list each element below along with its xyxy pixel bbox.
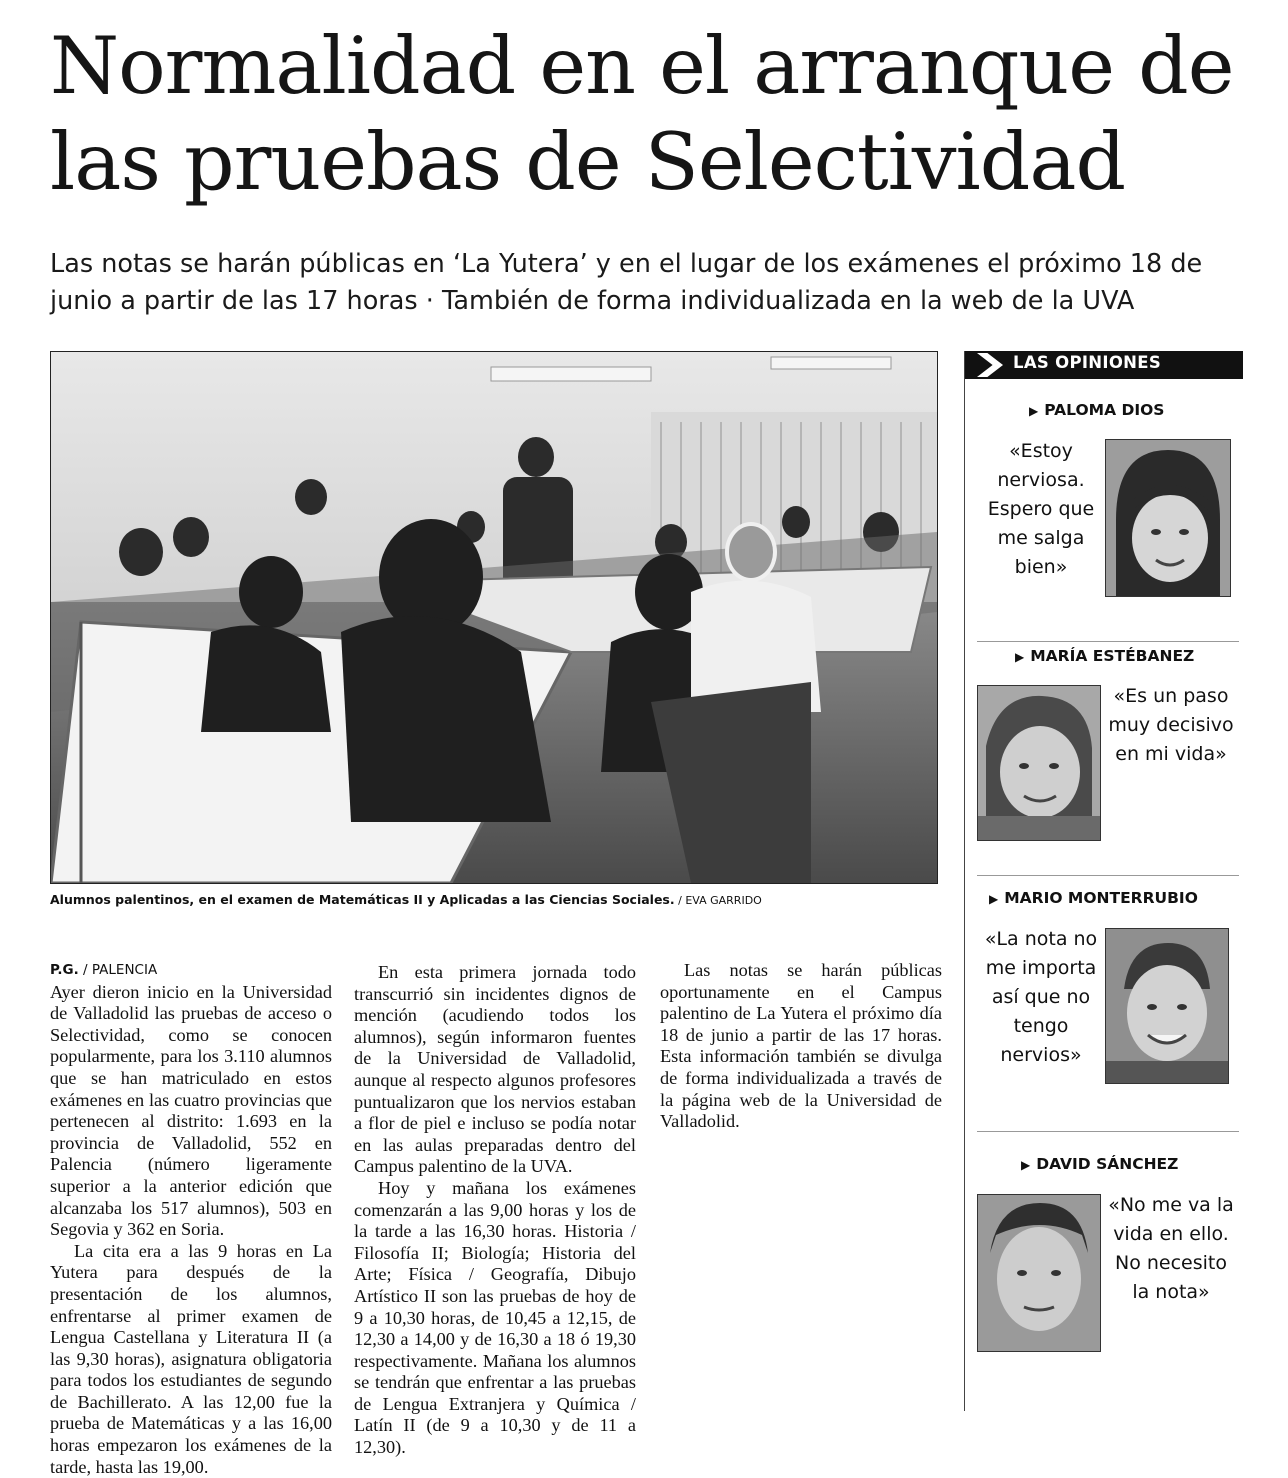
article-column-2 <box>354 962 636 1459</box>
opinion-name-4: ▶ DAVID SÁNCHEZ <box>1021 1155 1179 1173</box>
classroom-photo <box>50 351 938 884</box>
byline-author: P.G. <box>50 962 79 978</box>
opinion-divider <box>977 641 1239 642</box>
opinions-sidebar <box>964 351 1243 1411</box>
play-arrow-icon: ▶ <box>1029 404 1039 418</box>
portrait-david-sanchez <box>977 1194 1101 1352</box>
opinion-name-3: ▶ MARIO MONTERRUBIO <box>989 889 1198 907</box>
sidebar-title: LAS OPINIONES <box>1013 353 1162 372</box>
byline <box>50 960 332 982</box>
portrait-paloma-dios <box>1105 439 1231 597</box>
opinion-divider <box>977 875 1239 876</box>
opinion-name-1: ▶ PALOMA DIOS <box>1029 401 1165 419</box>
chevron-right-icon <box>977 353 1003 377</box>
photo-caption <box>50 892 940 907</box>
play-arrow-icon: ▶ <box>989 892 999 906</box>
opinion-divider <box>977 1131 1239 1132</box>
play-arrow-icon: ▶ <box>1021 1158 1031 1172</box>
portrait-maria-estebanez <box>977 685 1101 841</box>
opinion-quote-2: «Es un paso muy decisivo en mi vida» <box>1108 685 1234 765</box>
article-paragraph-4: Hoy y mañana los exámenes comenzarán a las 9,00 horas y los de la tarde a las 16,30 horas. Historia / Filosofía II; Biología; Historia del Arte; Física / Geografía, Dibujo Artístico II son las pruebas de hoy de 9 a 10,30 horas, de 10,45 a 12,15, de 12,30 a 14,00 y de 16,30 a 18 ó 19,30 respectivamente. Mañana los alumnos se tendrán que enfrentar a las pruebas de Lengua Extranjera y Química / Latín II (de 9 a 10,30 y de 11 a 12,30). <box>354 1177 636 1458</box>
article-column-3 <box>660 960 942 1133</box>
play-arrow-icon: ▶ <box>1015 650 1025 664</box>
opinion-quote-1: «Estoy nerviosa. Espero que me salga bien» <box>987 440 1095 578</box>
opinion-quote-4: «No me va la vida en ello. No necesito la nota» <box>1108 1194 1234 1303</box>
article-paragraph-3: En esta primera jornada todo transcurrió sin incidentes dignos de mención (acudiendo todos los alumnos), según informaron fuentes de la Universidad de Valladolid, aunque al respecto algunos profesores puntualizaron que los nervios estaban a flor de piel e incluso se podía notar en las aulas preparadas dentro del Campus palentino de la UVA. <box>354 962 636 1177</box>
article-paragraph-2: La cita era a las 9 horas en La Yutera para después de la presentación de los alumnos, enfrentarse al primer examen de Lengua Castellana y Literatura II (a las 9,30 horas), asignatura obligatoria para todos los estudiantes de segundo de Bachillerato. A las 12,00 fue la prueba de Matemáticas y a las 16,00 horas empezaron los exámenes de la tarde, hasta las 19,00. <box>50 1240 332 1477</box>
deck-subtitle: Las notas se harán públicas en ‘La Yutera’ y en el lugar de los exámenes el próximo 18 de junio a partir de las 17 horas · También de forma individualizada en la web de la UVA <box>50 249 1203 316</box>
article-paragraph-1: Ayer dieron inicio en la Universidad de Valladolid las pruebas de acceso o Selectividad, como se conocen popularmente, para los 3.110 alumnos que se han matriculado en estos exámenes en las cuatro provincias que pertenecen al distrito: 1.693 en la provincia de Valladolid, 552 en Palencia (número ligeramente superior a la anterior edición que alcanzaba los 517 alumnos), 503 en Segovia y 362 en Soria. <box>50 981 332 1240</box>
portrait-mario-monterrubio <box>1105 928 1229 1084</box>
article-column-1 <box>50 960 332 1478</box>
opinion-quote-3: «La nota no me importa así que no tengo nervios» <box>984 928 1098 1066</box>
caption-text: Alumnos palentinos, en el examen de Matemáticas II y Aplicadas a las Ciencias Sociales. <box>50 892 675 907</box>
sidebar-header <box>965 351 1243 379</box>
headline: Normalidad en el arranque de las pruebas de Selectividad <box>50 20 1234 208</box>
opinion-name-2: ▶ MARÍA ESTÉBANEZ <box>1015 647 1195 665</box>
article-paragraph-5: Las notas se harán públicas oportunamente en el Campus palentino de La Yutera el próximo día 18 de junio a partir de las 17 horas. Esta información también se divulga de forma individualizada a través de la página web de la Universidad de Valladolid. <box>660 960 942 1132</box>
byline-place: / PALENCIA <box>78 962 158 978</box>
photo-credit: / EVA GARRIDO <box>674 894 762 907</box>
